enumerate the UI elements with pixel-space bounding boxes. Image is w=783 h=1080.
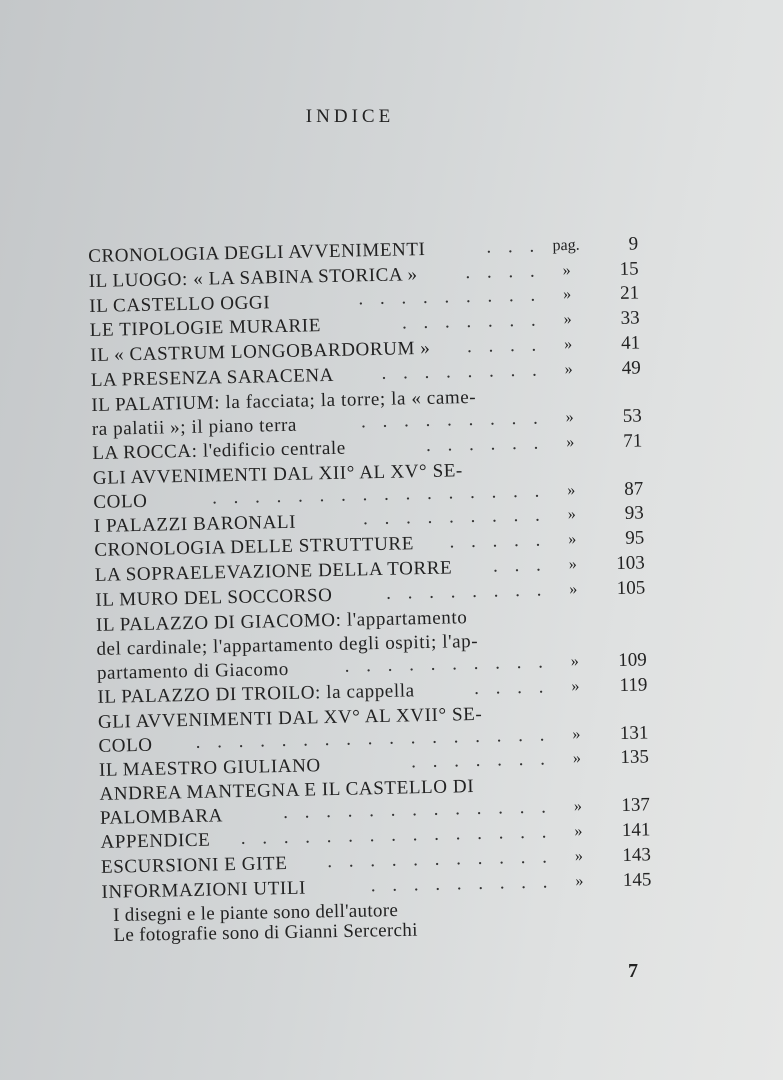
toc-page-number: 103 [616,552,645,574]
toc-page-marker: » [573,798,583,816]
toc-leader-dots: . . . . . . . . . [360,407,544,433]
toc-page-number: 95 [625,527,645,549]
toc-entry-title: GLI AVVENIMENTI DAL XII° AL XV° SE- COLO [92,459,464,513]
page-title: INDICE [305,106,395,127]
table-of-contents [88,233,662,905]
toc-page-marker: » [574,847,584,865]
toc-entry-title: IL PALATIUM: la facciata; la torre; la « came- ra palatii »; il piano terra [91,386,477,440]
toc-entry-title: GLI AVVENIMENTI DAL XV° AL XVII° SE- COLO [97,703,483,757]
toc-leader-dots: . . . . . . [425,432,545,456]
toc-leader-dots: . . . . . [449,529,547,553]
toc-page-marker: » [565,408,574,426]
toc-entry-title: LA SOPRAELEVAZIONE DELLA TORRE [94,557,453,587]
toc-leader-dots: . . . . . . . [410,748,552,773]
toc-leader-dots: . . . . [466,334,543,358]
toc-page-number: 71 [623,430,643,452]
credit-line-drawings: I disegni e le piante sono dell'autore [112,900,399,926]
toc-page-marker: » [564,360,573,378]
toc-page-marker: » [562,286,572,304]
toc-page-marker: » [564,335,573,354]
toc-page-number: 93 [624,502,644,525]
toc-page-marker: » [568,555,577,573]
toc-page-number: 143 [622,844,652,866]
toc-leader-dots: . . . . . . . . [385,579,548,604]
credit-line-photos: Le fotografie sono di Gianni Sercerchi [113,919,418,946]
toc-leader-dots: . . . . [473,675,550,699]
page-number: 7 [628,960,638,982]
toc-page-number: 87 [624,478,644,500]
toc-leader-dots: . . . [486,235,541,258]
toc-entry-title: IL PALAZZO DI TROILO: la cappella [97,680,415,708]
toc-leader-dots: . . . . . . . . . . . . . . . [240,821,553,850]
toc-entry-title: IL « CASTRUM LONGOBARDORUM » [90,338,431,367]
toc-entry-title: CRONOLOGIA DELLE STRUTTURE [94,533,415,562]
toc-entry-title: LA PRESENZA SARACENA [90,364,335,391]
toc-entry [96,602,657,686]
toc-page-number: 105 [616,577,646,599]
toc-page-marker: » [570,652,579,670]
toc-page-marker: » [566,433,575,451]
toc-page-number: 9 [628,233,639,255]
toc-entry-title: LE TIPOLOGIE MURARIE [89,315,322,342]
toc-leader-dots: . . . . . . . . . . . . . [282,796,553,824]
toc-leader-dots: . . . . . . . . [381,359,543,384]
toc-leader-dots: . . . [492,554,548,577]
toc-leader-dots: . . . . . . . . . [358,284,542,310]
toc-page-number: 49 [621,357,641,379]
toc-leader-dots: . . . . . . . . . . . [326,846,554,873]
toc-page-marker: » [562,261,571,279]
toc-leader-dots: . . . . . . . . . . [344,651,550,677]
toc-leader-dots: . . . . . . . . . . . . . . . . [211,480,546,509]
toc-entry-title: ANDREA MANTEGNA E IL CASTELLO DI PALOMBARA [99,776,475,830]
toc-page-number: 131 [619,721,649,744]
toc-page-number: 141 [621,819,651,842]
toc-entry-title: APPENDICE [100,829,211,854]
toc-entry-title: IL PALAZZO DI GIACOMO: l'appartamento del cardinale; l'appartamento degli ospiti; l'ap- partamento di Giacomo [95,606,479,684]
toc-page-number: 21 [619,282,640,305]
toc-entry-title: ESCURSIONI E GITE [100,853,288,879]
toc-page-number: 41 [620,332,641,354]
toc-page-number: 15 [619,258,639,280]
toc-entry-title: IL MURO DEL SOCCORSO [95,584,333,611]
toc-entry-title: IL CASTELLO OGGI [89,291,271,317]
toc-page-marker: pag. [552,236,580,255]
toc-page-marker: » [574,822,583,841]
toc-page-marker: » [575,872,584,890]
toc-leader-dots: . . . . . . . . . [370,871,554,896]
toc-page-number: 135 [620,746,650,769]
toc-leader-dots: . . . . . . . . . . . . . . . . . [195,723,551,753]
toc-entry-title: IL MAESTRO GIULIANO [98,754,321,781]
toc-entry-title: CRONOLOGIA DEGLI AVVENIMENTI [88,238,426,267]
toc-page-number: 109 [618,649,648,671]
toc-page-marker: » [569,580,578,598]
toc-page-marker: » [567,506,576,524]
toc-page-marker: » [563,311,572,329]
toc-page-marker: » [571,677,580,695]
toc-page-marker: » [568,531,577,549]
toc-page-marker: » [572,725,581,743]
toc-entry-title: INFORMAZIONI UTILI [101,877,307,903]
toc-entry-title: I PALAZZI BARONALI [93,511,297,537]
toc-leader-dots: . . . . . . . [401,309,542,334]
toc-page-number: 137 [621,794,651,817]
toc-page-number: 53 [622,405,642,427]
toc-page-marker: » [567,481,576,499]
toc-page-marker: » [572,750,582,768]
toc-page-number: 145 [622,869,652,891]
toc-leader-dots: . . . . [465,260,541,283]
toc-entry-title: IL LUOGO: « LA SABINA STORICA » [88,263,418,292]
toc-page-number: 119 [619,673,648,696]
toc-page-number: 33 [620,307,640,330]
toc-entry-title: LA ROCCA: l'edificio centrale [92,437,347,464]
toc-leader-dots: . . . . . . . . . [362,504,546,530]
credits [113,901,418,946]
